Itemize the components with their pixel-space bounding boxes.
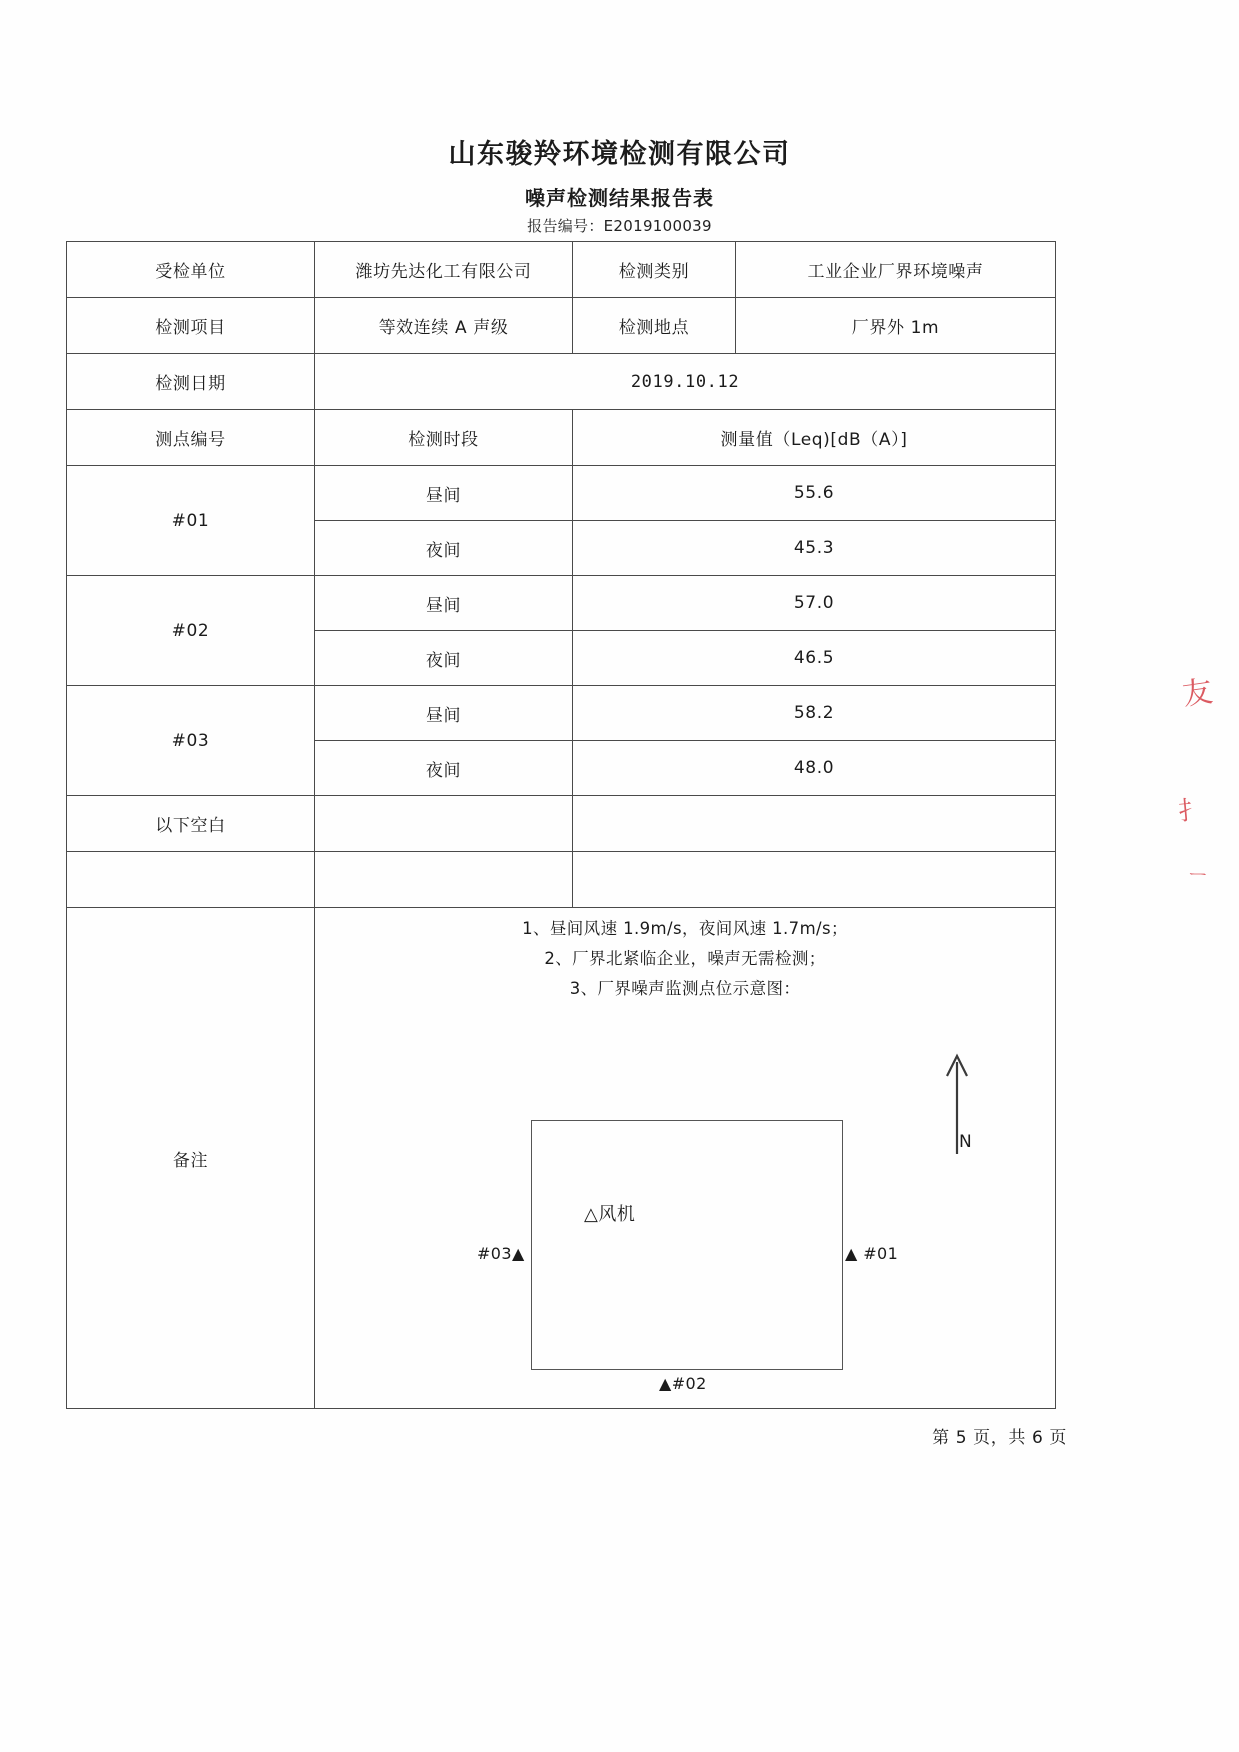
period-night: 夜间 [315, 741, 573, 796]
plant-boundary-rect [531, 1120, 843, 1370]
table-row [67, 466, 1056, 521]
blank-notice-label: 以下空白 [67, 796, 315, 852]
noise-report-table [66, 241, 1056, 1409]
period-day: 昼间 [315, 686, 573, 741]
period-night: 夜间 [315, 631, 573, 686]
period-day: 昼间 [315, 576, 573, 631]
point-id: #01 [67, 466, 315, 576]
point-id: #02 [67, 576, 315, 686]
margin-annotation-mark: ㄧ [1184, 859, 1212, 891]
monitor-point-03: #03▲ [477, 1244, 525, 1263]
monitor-point-02: ▲#02 [659, 1374, 707, 1393]
item-value: 等效连续 A 声级 [315, 298, 573, 354]
item-label: 检测项目 [67, 298, 315, 354]
remarks-body [315, 908, 1056, 1409]
point-id: #03 [67, 686, 315, 796]
table-row [67, 298, 1056, 354]
location-value: 厂界外 1m [736, 298, 1056, 354]
date-value: 2019.10.12 [315, 354, 1056, 410]
empty-cell-value [573, 852, 1056, 908]
table-row [67, 354, 1056, 410]
remark-note-2: 2、厂界北紧临企业，噪声无需检测； [544, 949, 826, 968]
period-day: 昼间 [315, 466, 573, 521]
page-footer: 第 5 页，共 6 页 [932, 1428, 1067, 1448]
period-night: 夜间 [315, 521, 573, 576]
site-layout-diagram [319, 1022, 1051, 1402]
table-row [67, 686, 1056, 741]
col-header-value: 测量值（Leq)[dB（A）] [573, 410, 1056, 466]
remark-note-1: 1、昼间风速 1.9m/s，夜间风速 1.7m/s； [522, 919, 848, 938]
table-row [67, 576, 1056, 631]
margin-annotation-mark: 友 [1180, 674, 1215, 713]
location-label: 检测地点 [573, 298, 736, 354]
table-header-row [67, 410, 1056, 466]
north-label: N [959, 1132, 973, 1152]
client-label: 受检单位 [67, 242, 315, 298]
remarks-row [67, 908, 1056, 1409]
value-day: 55.6 [573, 466, 1056, 521]
page-title: 噪声检测结果报告表 [525, 186, 714, 210]
value-night: 45.3 [573, 521, 1056, 576]
table-row [67, 852, 1056, 908]
monitor-point-01: ▲ #01 [845, 1244, 899, 1263]
remarks-label: 备注 [67, 908, 315, 1409]
value-night: 46.5 [573, 631, 1056, 686]
fan-source-label: △风机 [584, 1204, 636, 1225]
category-label: 检测类别 [573, 242, 736, 298]
category-value: 工业企业厂界环境噪声 [736, 242, 1056, 298]
empty-cell-point [67, 852, 315, 908]
margin-annotation-mark: 扌 [1176, 794, 1206, 828]
col-header-point: 测点编号 [67, 410, 315, 466]
client-value: 潍坊先达化工有限公司 [315, 242, 573, 298]
table-row [67, 796, 1056, 852]
report-number: 报告编号：E2019100039 [527, 217, 712, 235]
col-header-period: 检测时段 [315, 410, 573, 466]
table-row [67, 242, 1056, 298]
blank-notice-period [315, 796, 573, 852]
value-night: 48.0 [573, 741, 1056, 796]
value-day: 57.0 [573, 576, 1056, 631]
date-label: 检测日期 [67, 354, 315, 410]
value-day: 58.2 [573, 686, 1056, 741]
company-name: 山东骏羚环境检测有限公司 [448, 139, 791, 170]
empty-cell-period [315, 852, 573, 908]
blank-notice-value [573, 796, 1056, 852]
remark-note-3: 3、厂界噪声监测点位示意图： [569, 979, 801, 998]
